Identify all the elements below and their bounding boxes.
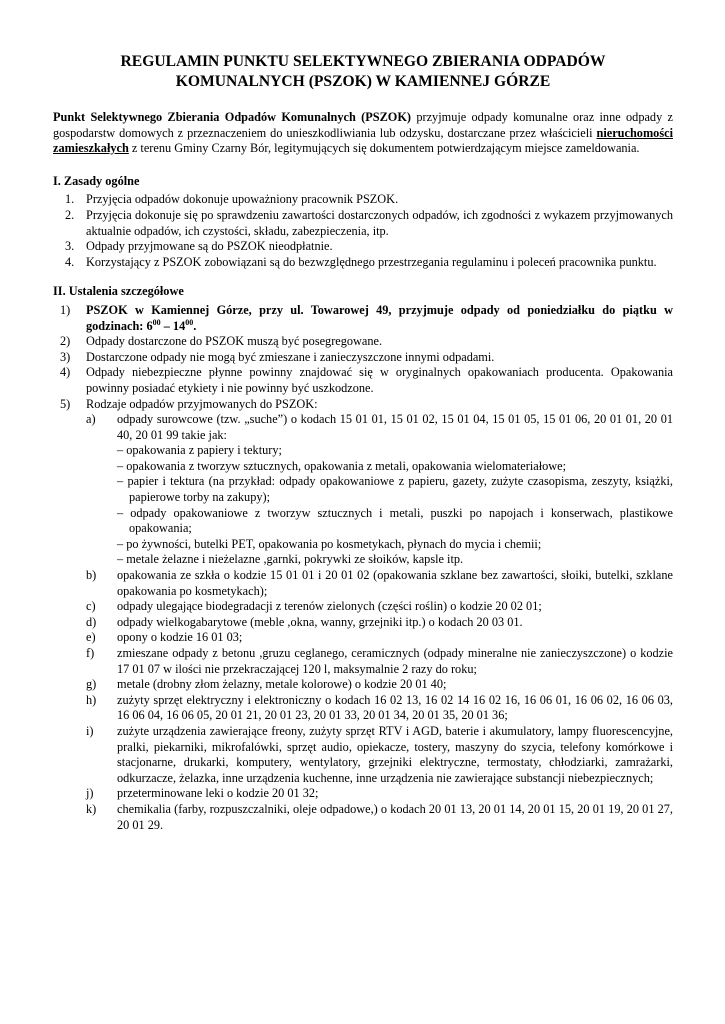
dash-item: – opakowania z tworzyw sztucznych, opakowania z metali, opakowania wielomateriałowe; <box>117 458 567 473</box>
intro-bold-underline: nieruchomości zamieszkałych <box>53 125 673 156</box>
list-item <box>53 365 673 396</box>
item-text: Odpady przyjmowane są do PSZOK nieodpłatnie. <box>86 239 333 254</box>
item-letter: d) <box>86 614 97 629</box>
waste-type-item <box>86 786 673 802</box>
item-letter: k) <box>86 801 97 816</box>
waste-type-item <box>86 802 673 833</box>
list-item <box>53 255 673 271</box>
item-number: 2) <box>60 334 71 349</box>
waste-type-item <box>86 615 673 631</box>
item-text: przeterminowane leki o kodzie 20 01 32; <box>117 786 319 801</box>
title-line-2: KOMUNALNYCH (PSZOK) W KAMIENNEJ GÓRZE <box>175 73 551 90</box>
waste-type-item <box>86 693 673 724</box>
item-text: opakowania ze szkła o kodzie 15 01 01 i 20 01 02 (opakowania szklane bez zawartości, słoiki, butelki, szklane opakowania po kosmetykach); <box>117 568 673 598</box>
document-page <box>53 52 673 833</box>
item-text: zmieszane odpady z betonu ,gruzu ceglanego, ceramicznych (odpady mineralne nie zanieczyszczone) o kodzie 17 01 07 w ilości nie przekraczającej 120 l, maksymalnie 2 razy do roku; <box>117 646 673 676</box>
list-item <box>53 350 673 366</box>
item-letter: e) <box>86 630 96 645</box>
item-letter: b) <box>86 568 97 583</box>
list-item <box>53 334 673 350</box>
item-text: – 14 <box>160 318 186 333</box>
item-text: Odpady niebezpieczne płynne powinny znajdować się w oryginalnych opakowaniach producenta. Opakowania powinny posiadać etykiety i nie powinny być uszkodzone. <box>86 365 673 395</box>
section-2-list <box>53 303 673 833</box>
item-text: zużyte urządzenia zawierające freony, zużyty sprzęt RTV i AGD, baterie i akumulatory, lampy fluorescencyjne, pralki, piekarniki, mikrofalówki, sprzęt audio, opiekacze, tostery, maszyny do szycia, telefony komórkowe i stacjonarne, drukarki, komputery, wentylatory, grzejniki elektryczne, termostaty, chłodziarki, zamrażarki, odkurzacze, żelazka, inne urządzenia kuchenne, inne urządzenia nie zawierające substancji niebezpiecznych; <box>117 723 673 785</box>
item-number: 4. <box>65 254 75 269</box>
item-number: 3) <box>60 349 71 364</box>
item-text: Odpady dostarczone do PSZOK muszą być posegregowane. <box>86 334 383 349</box>
item-text: Dostarczone odpady nie mogą być zmieszane i zanieczyszczone innymi odpadami. <box>86 349 495 364</box>
list-item <box>53 208 673 239</box>
item-letter: g) <box>86 677 97 692</box>
waste-types-list <box>86 412 673 833</box>
item-text: odpady ulegające biodegradacji z terenów zielonych (części roślin) o kodzie 20 02 01; <box>117 599 542 614</box>
hour-superscript: 00 <box>152 317 161 327</box>
waste-type-item <box>86 646 673 677</box>
item-number: 1. <box>65 192 75 207</box>
item-text: . <box>193 318 197 333</box>
waste-type-item <box>86 677 673 693</box>
item-number: 3. <box>65 239 75 254</box>
hour-superscript: 00 <box>185 317 194 327</box>
dash-item: – odpady opakowaniowe z tworzyw sztucznych i metali, puszki po napojach i konserwach, plastikowe opakowania; <box>117 505 673 536</box>
dash-item: – po żywności, butelki PET, opakowania po kosmetykach, płynach do mycia i chemii; <box>117 536 542 551</box>
section-2-heading: II. Ustalenia szczegółowe <box>53 284 184 299</box>
item-text: Rodzaje odpadów przyjmowanych do PSZOK: <box>86 396 318 411</box>
waste-type-item <box>86 630 673 646</box>
waste-type-item <box>86 724 673 786</box>
list-item <box>53 397 673 834</box>
intro-bold-start: Punkt Selektywnego Zbierania Odpadów Komunalnych (PSZOK) <box>53 110 412 124</box>
item-text: metale (drobny złom żelazny, metale kolorowe) o kodzie 20 01 40; <box>117 677 447 692</box>
intro-paragraph <box>53 110 673 157</box>
item-letter: h) <box>86 692 97 707</box>
intro-text-1: przyjmuje odpady komunalne oraz inne odpady z gospodarstw domowych z przeznaczeniem do unieszkodliwiania lub odzysku, dostarczane przez właścicieli <box>53 110 674 140</box>
item-text: PSZOK w Kamiennej Górze, przy ul. Towarowej 49, przyjmuje odpady od poniedziałku do piątku w godzinach: 6 <box>86 302 673 333</box>
item-number: 2. <box>65 207 75 222</box>
item-text: Przyjęcia odpadów dokonuje upoważniony pracownik PSZOK. <box>86 192 399 207</box>
item-number: 5) <box>60 396 71 411</box>
waste-type-item <box>86 412 673 568</box>
item-text: opony o kodzie 16 01 03; <box>117 630 243 645</box>
item-letter: f) <box>86 646 95 660</box>
item-number: 1) <box>60 302 71 317</box>
item-letter: j) <box>86 786 94 801</box>
document-title <box>53 52 673 92</box>
intro-text-2: z terenu Gminy Czarny Bór, legitymujących się dokumentem potwierdzającym miejsce zameldowania. <box>128 141 640 156</box>
dash-item: – metale żelazne i nieżelazne ,garnki, pokrywki ze słoików, kapsle itp. <box>117 552 464 567</box>
waste-type-item <box>86 599 673 615</box>
item-text: zużyty sprzęt elektryczny i elektroniczny o kodach 16 02 13, 16 02 14 16 02 16, 16 06 01, 16 06 02, 16 06 03, 16 06 04, 16 06 05, 20 01 21, 20 01 23, 20 01 33, 20 01 34, 20 01 35, 20 01 36; <box>117 692 673 723</box>
item-text: Przyjęcia dokonuje się po sprawdzeniu zawartości dostarczonych odpadów, ich zgodności z wykazem przyjmowanych aktualnie odpadów, ich czystości, składu, zabezpieczenia, itp. <box>86 207 673 238</box>
title-line-1: REGULAMIN PUNKTU SELEKTYWNEGO ZBIERANIA ODPADÓW <box>120 53 606 70</box>
list-item <box>53 303 673 334</box>
item-text: chemikalia (farby, rozpuszczalniki, oleje odpadowe,) o kodach 20 01 13, 20 01 14, 20 01 15, 20 01 19, 20 01 27, 20 01 29. <box>117 801 673 832</box>
waste-type-item <box>86 568 673 599</box>
item-number: 4) <box>60 365 71 380</box>
item-letter: a) <box>86 412 96 427</box>
list-item <box>53 192 673 208</box>
dash-item: – papier i tektura (na przykład: odpady opakowaniowe z papieru, gazety, zużyte czasopisma, zeszyty, książki, papierowe torby na zakupy); <box>117 474 673 505</box>
dash-list <box>117 443 673 568</box>
section-1-list <box>53 192 673 270</box>
item-text: Korzystający z PSZOK zobowiązani są do bezwzględnego przestrzegania regulaminu i poleceń pracownika punktu. <box>86 254 657 269</box>
item-letter: i) <box>86 723 94 738</box>
dash-item: – opakowania z papiery i tektury; <box>117 443 282 458</box>
item-text: odpady surowcowe (tzw. „suche”) o kodach 15 01 01, 15 01 02, 15 01 04, 15 01 05, 15 01 06, 20 01 01, 20 01 40, 20 01 99 takie jak: <box>117 412 673 442</box>
item-text: odpady wielkogabarytowe (meble ,okna, wanny, grzejniki itp.) o kodach 20 03 01. <box>117 614 523 629</box>
list-item <box>53 239 673 255</box>
item-letter: c) <box>86 599 96 614</box>
section-1-heading: I. Zasady ogólne <box>53 173 140 188</box>
